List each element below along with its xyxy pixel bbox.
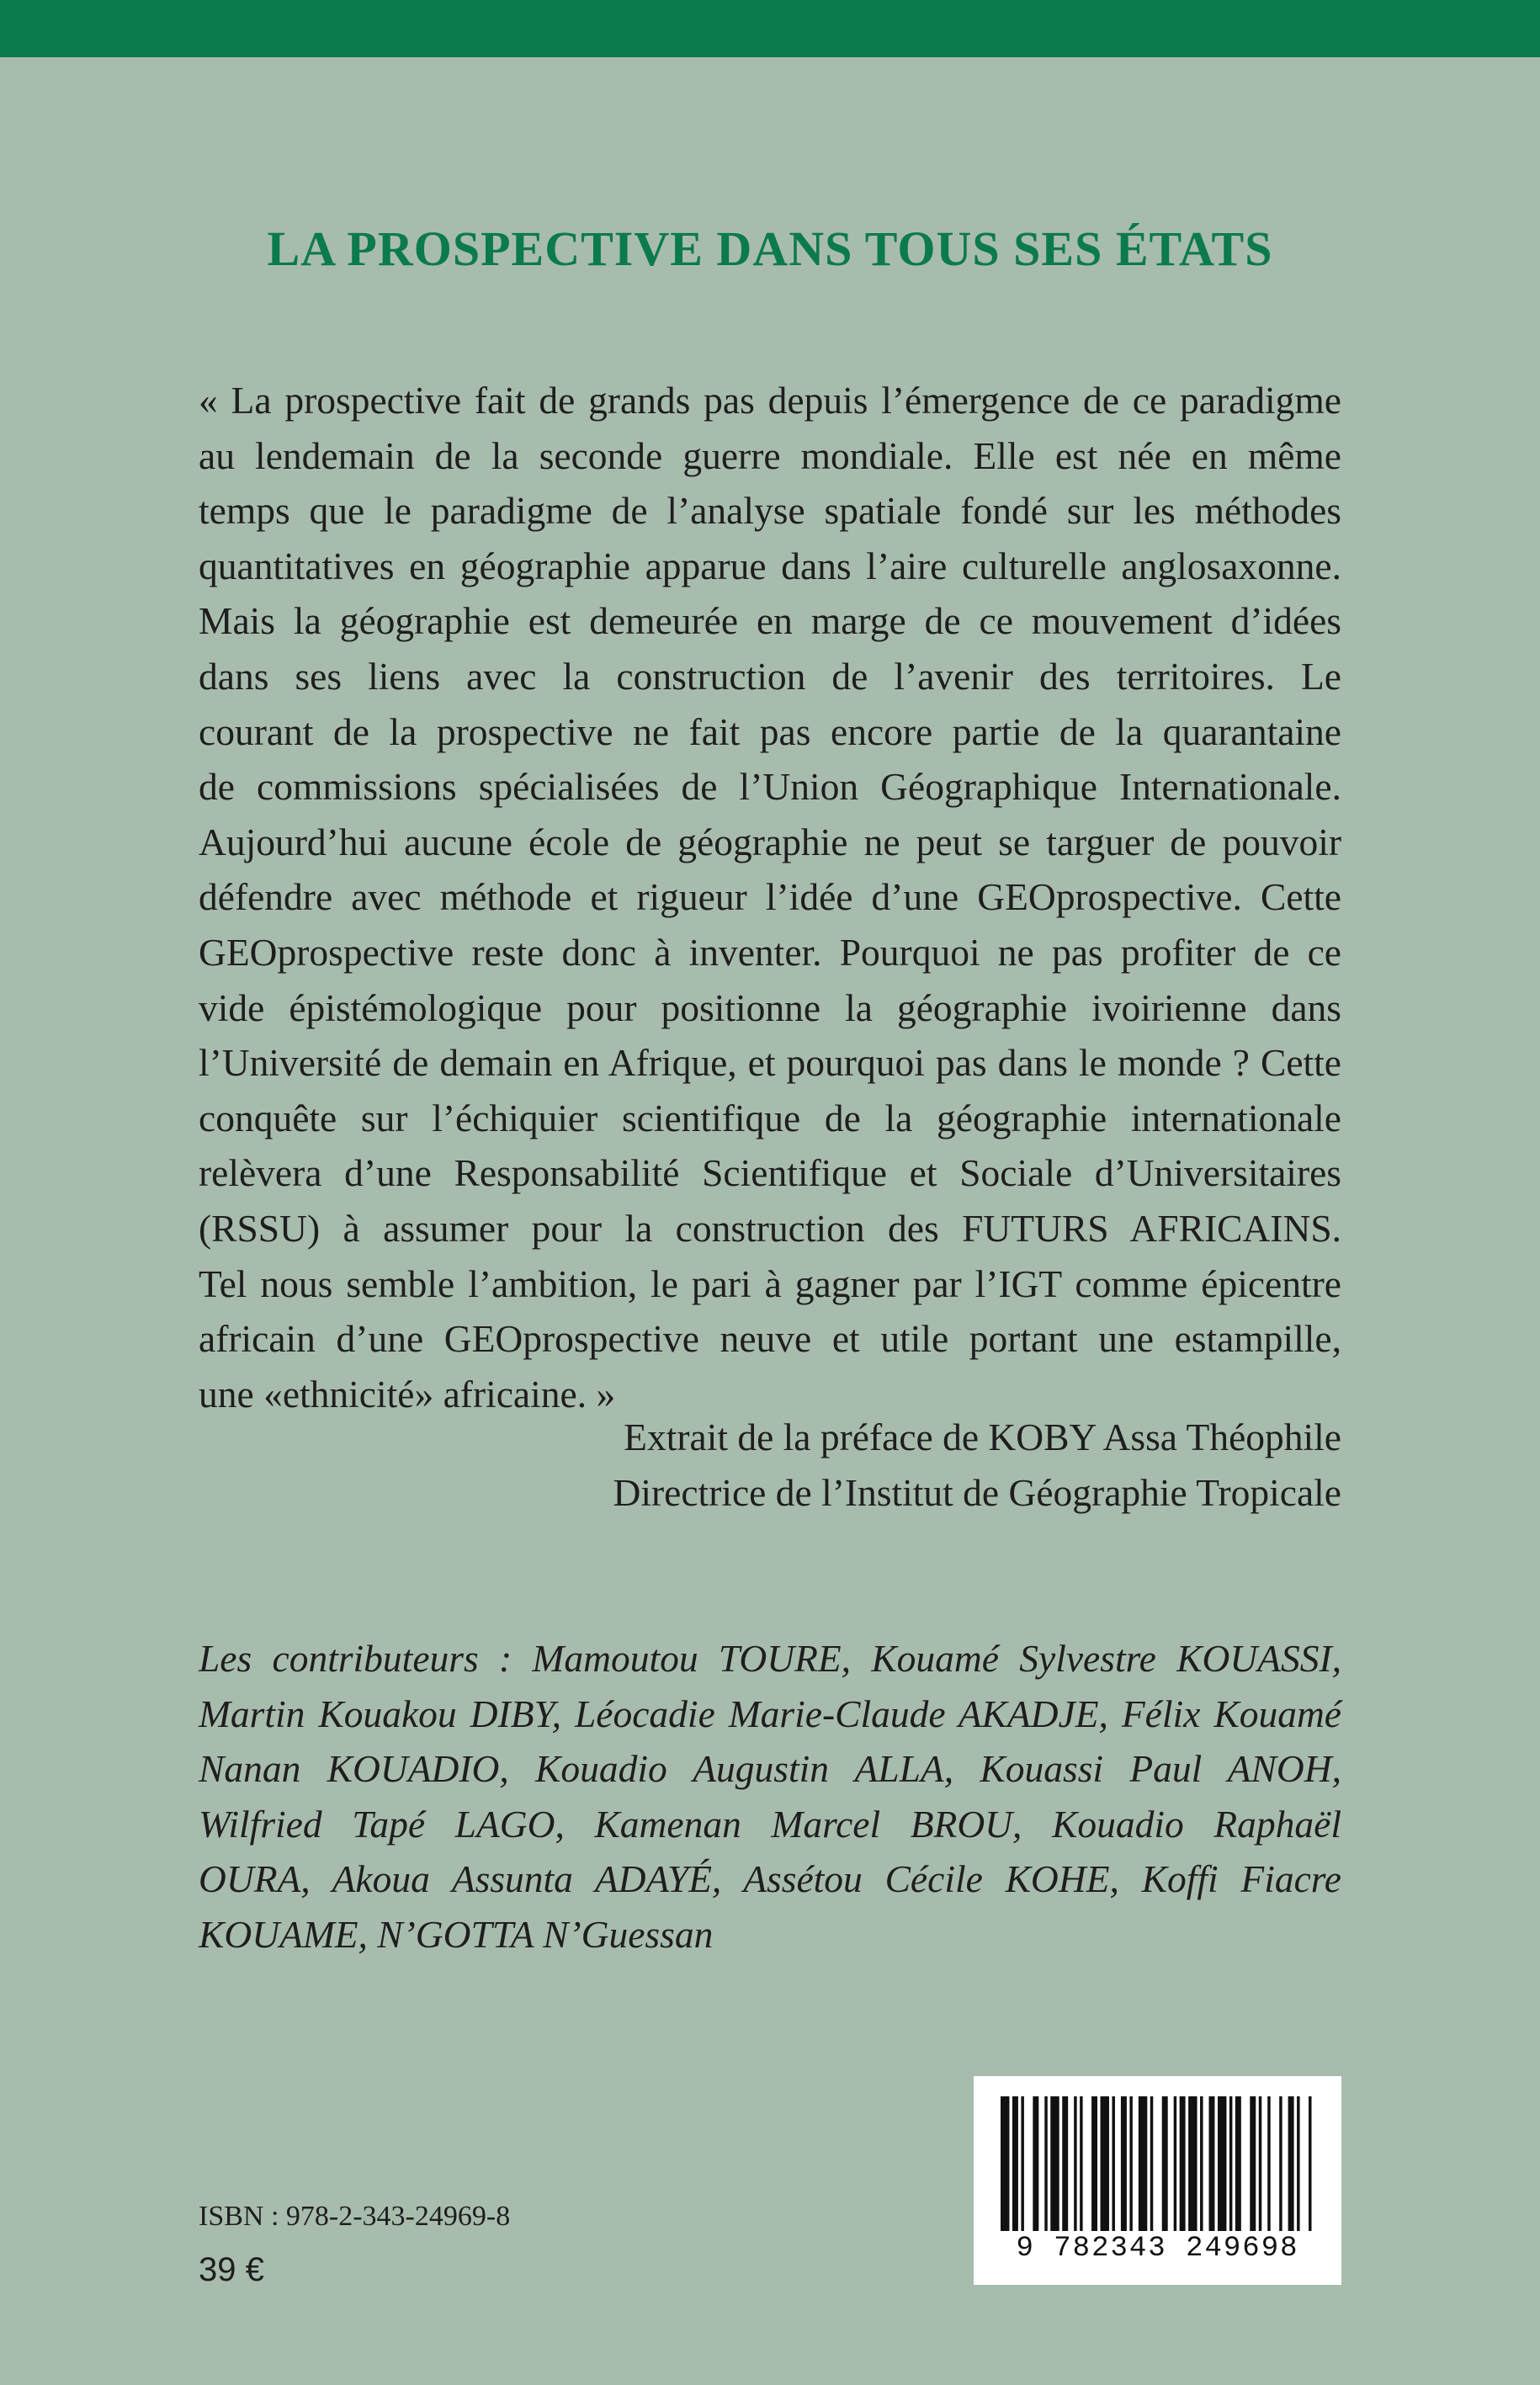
excerpt-line: Tel nous semble l’ambition, le pari à gagner par l’IGT comme épicentre <box>199 1262 1341 1305</box>
barcode-bar <box>1267 2096 1270 2231</box>
barcode-bar <box>1250 2096 1256 2231</box>
excerpt-line: « La prospective fait de grands pas depuis l’émergence de ce paradigme <box>199 379 1341 422</box>
barcode-bar <box>1121 2096 1127 2231</box>
excerpt-line: Aujourd’hui aucune école de géographie ne peut se targuer de pouvoir <box>199 820 1341 863</box>
excerpt-line: courant de la prospective ne fait pas encore partie de la quarantaine <box>199 709 1341 753</box>
barcode-bar <box>1188 2096 1197 2231</box>
barcode-bar <box>1279 2096 1282 2231</box>
barcode-bar <box>1050 2096 1059 2231</box>
excerpt-line: (RSSU) à assumer pour la construction des FUTURS AFRICAINS. <box>199 1206 1341 1250</box>
top-color-band <box>0 0 1540 57</box>
barcode-bar <box>1001 2096 1009 2231</box>
excerpt-line: GEOprospective reste donc à inventer. Pourquoi ne pas profiter de ce <box>199 930 1341 974</box>
barcode-bar <box>1080 2096 1082 2231</box>
barcode-bar <box>1209 2096 1215 2231</box>
contributors-line: Martin Kouakou DIBY, Léocadie Marie-Claude AKADJE, Félix Kouamé <box>199 1692 1341 1735</box>
barcode-number: 9 782343 249698 <box>1016 2233 1299 2265</box>
barcode-bar <box>1044 2096 1047 2231</box>
contributors-line: KOUAME, N’GOTTA N’Guessan <box>199 1912 714 1956</box>
excerpt-line: au lendemain de la seconde guerre mondiale. Elle est née en même <box>199 433 1341 477</box>
back-cover-title: LA PROSPECTIVE DANS TOUS SES ÉTATS <box>267 221 1273 276</box>
barcode-bar <box>1174 2096 1176 2231</box>
excerpt-line: temps que le paradigme de l’analyse spatiale fondé sur les méthodes <box>199 489 1341 533</box>
attribution-source: Extrait de la préface de KOBY Assa Théophile <box>624 1416 1341 1458</box>
contributors-line: Wilfried Tapé LAGO, Kamenan Marcel BROU, Kouadio Raphaël <box>199 1802 1341 1846</box>
excerpt-line: quantitatives en géographie apparue dans l’aire culturelle anglosaxonne. <box>199 544 1341 587</box>
contributors-list <box>199 1631 1341 1963</box>
barcode-bar <box>1074 2096 1076 2231</box>
excerpt-line: de commissions spécialisées de l’Union Géographique Internationale. <box>199 765 1341 809</box>
excerpt-line: une «ethnicité» africaine. » <box>199 1372 616 1416</box>
barcode-bar <box>1112 2096 1114 2231</box>
barcode-bar <box>1129 2096 1132 2231</box>
barcode-bar <box>1180 2096 1186 2231</box>
barcode-bar <box>1235 2096 1241 2231</box>
contributors-line: Les contributeurs : Mamoutou TOURE, Kouamé Sylvestre KOUASSI, <box>199 1637 1341 1680</box>
excerpt-line: défendre avec méthode et rigueur l’idée d’une GEOprospective. Cette <box>199 875 1341 919</box>
barcode-bar <box>1200 2096 1203 2231</box>
barcode-bar <box>1021 2096 1023 2231</box>
barcode-bar <box>1218 2096 1226 2231</box>
barcode-bar <box>1259 2096 1261 2231</box>
excerpt-line: africain d’une GEOprospective neuve et utile portant une estampille, <box>199 1317 1341 1361</box>
barcode-bar <box>1297 2096 1299 2231</box>
preface-attribution <box>613 1410 1341 1520</box>
barcode-bar <box>1288 2096 1294 2231</box>
barcode <box>974 2076 1341 2285</box>
excerpt-line: conquête sur l’échiquier scientifique de la géographie internationale <box>199 1096 1341 1139</box>
barcode-bar <box>1012 2096 1018 2231</box>
barcode-bars <box>1001 2096 1314 2231</box>
barcode-bar <box>1150 2096 1153 2231</box>
excerpt-line: Mais la géographie est demeurée en marge de ce mouvement d’idées <box>199 599 1341 643</box>
preface-excerpt <box>199 373 1341 1421</box>
barcode-bar <box>1309 2096 1311 2231</box>
barcode-bar <box>1229 2096 1232 2231</box>
price-label: 39 € <box>199 2251 264 2288</box>
excerpt-line: relèvera d’une Responsabilité Scientifique et Sociale d’Universitaires <box>199 1151 1341 1195</box>
contributors-line: Nanan KOUADIO, Kouadio Augustin ALLA, Kouassi Paul ANOH, <box>199 1747 1341 1791</box>
barcode-bar <box>1091 2096 1097 2231</box>
barcode-bar <box>1101 2096 1109 2231</box>
barcode-bar <box>1033 2096 1038 2231</box>
attribution-role: Directrice de l’Institut de Géographie Tropicale <box>613 1470 1341 1514</box>
excerpt-line: dans ses liens avec la construction de l’avenir des territoires. Le <box>199 654 1341 698</box>
excerpt-line: vide épistémologique pour positionne la géographie ivoirienne dans <box>199 985 1341 1029</box>
isbn-label: ISBN : 978-2-343-24969-8 <box>199 2201 511 2232</box>
barcode-bar <box>1139 2096 1147 2231</box>
excerpt-line: l’Université de demain en Afrique, et pourquoi pas dans le monde ? Cette <box>199 1041 1341 1085</box>
barcode-bar <box>1162 2096 1168 2231</box>
barcode-bar <box>1062 2096 1068 2231</box>
contributors-line: OURA, Akoua Assunta ADAYÉ, Assétou Cécile KOHE, Koffi Fiacre <box>199 1857 1341 1901</box>
